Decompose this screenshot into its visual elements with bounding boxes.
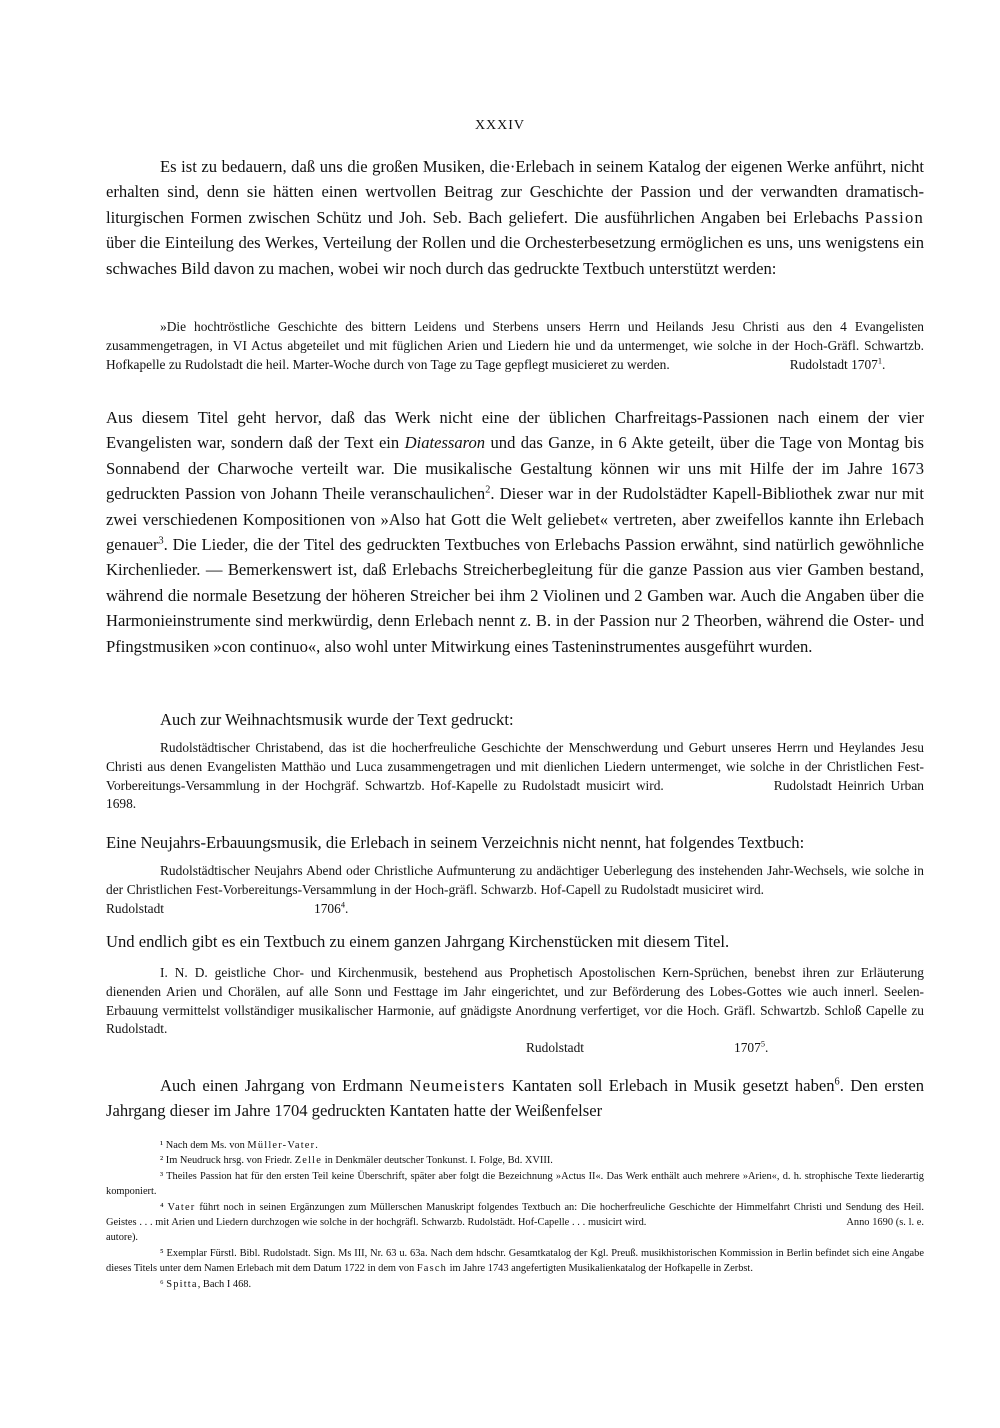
footnote-ref: 1 [877,356,883,366]
footnote-number: ¹ [160,1140,164,1151]
text-run: . Die Lieder, die der Titel des gedruckten Textbuches von Erlebachs Passion erwähnt, sind natürlich gewöhnliche Kirchenlieder. — Bemerkenswert ist, daß Erlebachs Streicherbegleitung für die ganze Passion aus vier Gamben bestand, während die normale Besetzung der höheren Streicher bei ihm 2 Violinen und 2 Gamben war. Auch die Angaben über die Harmonieinstrumente sind merkwürdig, denn Erlebach nennt z. B. in der Passion nur 2 Theorben, während die Oster- und Pfingstmusiken »con continuo«, also wohl unter Mitwirkung eines Tasteninstrumentes ausgeführt wurden. [106,535,924,656]
italic-term-diatessaron: Diatessaron [404,433,486,453]
footnote-4 [106,1200,924,1246]
quote-text: Rudolstädtischer Neujahrs Abend oder Christliche Aufmunterung zu andächtiger Ueberlegung des instehenden Jahr-Wechsels, wie solche in der Christlichen Fest-Vorbereitungs-Versammlung in der Hoch-gräfl. Schwarzb. Hof-Capell zu Rudolstadt musiciret wird. [106,863,924,897]
footnote-number: ³ [160,1170,164,1182]
footnote-text: führt noch in seinen Ergänzungen zum Müllerschen Manuskript folgendes Textbuch an: Die hocherfreuliche Geschichte der Himmelfahrt Christi und Sendung des Heil. Geistes . . . mit Arien und Liedern durchzogen wie solche in der hochgräfl. Schwarzb. Rudolstädt. Hof-Capelle . . . musicirt wird. [106,1201,924,1229]
footnote-6 [106,1277,924,1292]
footnote-text: Nach dem Ms. von [165,1140,248,1151]
footnote-number: ⁵ [160,1247,164,1259]
quote-imprint: Rudolstadt 1707 [789,356,878,372]
block-quote-christmas-title [106,739,924,814]
footnote-text: in Denkmäler deutscher Tonkunst. I. Folge, Bd. XVIII. [322,1155,553,1167]
paragraph-neumeister [106,1073,924,1124]
footnote-number: ⁴ [160,1201,164,1213]
block-quote-newyear-title: Rudolstädtischer Neujahrs Abend oder Christliche Aufmunterung zu andächtiger Ueberlegung des instehenden Jahr-Wechsels, wie solche in der Christlichen Fest-Vorbereitungs-Versammlung in der Hoch-gräfl. Schwarzb. Hof-Capell zu Rudolstadt musiciret wird.Rudolstadt 1706$^4$. [106,863,924,916]
footnote-text: Exemplar Fürstl. Bibl. Rudolstadt. Sign. Ms III, Nr. 63 u. 63a. Nach dem hdschr. Gesamtkatalog der Kgl. Preuß. musikhistorischen Kommission in Berlin befindet sich eine Angabe dieses Titels unter dem Namen Erlebach mit dem Datum 1722 in dem von [106,1247,924,1275]
footnotes [106,1138,924,1292]
footnote-2 [106,1153,924,1168]
text-run: . Den ersten Jahrgang dieser im Jahre 1704 gedruckten Kantaten hatte der Weißenfelser [106,1076,924,1121]
spaced-name-neumeister: Neumeisters [409,1076,506,1095]
footnote-3 [106,1169,924,1200]
footnote-text: . [315,1140,318,1151]
footnote-spaced-name: Spitta [166,1278,198,1290]
paragraph-newyear-intro: Eine Neujahrs-Erbauungsmusik, die Erlebach in seinem Verzeichnis nicht nennt, hat folgendes Textbuch: [106,833,805,852]
text-run: und das Ganze, in 6 Akte geteilt, über die Tage von Montag bis Sonnabend der Charwoche verteilt war. Die musikalische Gestaltung können wir uns mit Hilfe der im Jahre 1673 gedruckten Passion von Johann Theile veranschaulichen [106,433,924,504]
block-quote-passion-title: »Die hochtröstliche Geschichte des bittern Leidens und Sterbens unsers Herrn und Heilands Jesu Christi aus den 4 Evangelisten zusammengetragen, in VI Actus abgeteilet und mit füglichen Arien und Liedern hie und da untermenget, wie solche in der Hoch-Gräfl. Schwartzb. Hofkapelle zu Rudolstadt die heil. Marter-Woche durch von Tage zu Tage gepflegt musicieret zu werden. Rudolstadt 1707$^1$. [106,319,924,372]
text-run: über die Einteilung des Werkes, Verteilung der Rollen und die Orchesterbesetzung ermöglichen es uns, uns wenigstens ein schwaches Bild davon zu machen, wobei wir noch durch das gedruckte Textbuch unterstützt werden: [106,233,924,278]
quote-text: »Die hochtröstliche Geschichte des bittern Leidens und Sterbens unsers Herrn und Heilands Jesu Christi aus den 4 Evangelisten zusammengetragen, in VI Actus abgeteilet und mit füglichen Arien und Liedern hie und da untermenget, wie solche in der Hoch-Gräfl. Schwartzb. Hofkapelle zu Rudolstadt die heil. Marter-Woche durch von Tage zu Tage gepflegt musicieret zu werden. [106,319,924,372]
footnote-text: Anno 1690 (s. l. e. autore). [106,1217,925,1244]
page-number: XXXIV [474,118,526,133]
text-run: Auch einen Jahrgang von Erdmann [160,1076,410,1095]
footnote-text: Theiles Passion hat für den ersten Teil keine Überschrift, später aber folgt die Bezeichnung »Actus II«. Das Werk enthält auch mehrere »Arien«, d. h. strophische Texte liederartig komponiert. [106,1170,924,1198]
footnote-text: , Bach I 468. [197,1278,252,1290]
quote-imprint-place: Rudolstadt [106,900,165,916]
footnote-spaced-name: Fasch [416,1263,448,1275]
block-quote-jahrgang-title: I. N. D. geistliche Chor- und Kirchenmusik, bestehend aus Prophetisch Apostolischen Kern-Sprüchen, benebst ihren zur Erläuterung dienenden Arien und Chorälen, auf alle Sonn und Festtage im Jahr eingerichtet, und zur Beförderung des Lobes-Gottes wie auch innerl. Seelen-Erbauung vermittelst vollständiger musikalischer Harmonie, auf gnädigste Anordnung verfertiget, vor die Hoch. Gräfl. Schwartzb. Schloß Capelle zu Rudolstadt. Rudolstadt 1707$^5$. [106,965,924,1056]
quote-text: I. N. D. geistliche Chor- und Kirchenmusik, bestehend aus Prophetisch Apostolischen Kern-Sprüchen, benebst ihren zur Erläuterung dienenden Arien und Chorälen, auf alle Sonn und Festtage im Jahr eingerichtet, und zur Beförderung des Lobes-Gottes wie auch innerl. Seelen-Erbauung vermittelst vollständiger musikalischer Harmonie, auf gnädigste Anordnung verfertiget, vor die Hoch. Gräfl. Schwartzb. Schloß Capelle zu Rudolstadt. [106,965,924,1037]
quote-imprint: Rudolstadt Heinrich Urban 1698. [106,777,924,812]
footnote-ref: 2 [485,484,491,496]
footnote-text: Im Neudruck hrsg. von Friedr. [165,1155,295,1167]
quote-imprint-year: 1707 [734,1040,761,1056]
footnote-ref: 5 [760,1039,765,1049]
paragraph-passion-analysis [106,405,924,659]
footnote-number: ⁶ [160,1278,164,1290]
footnote-ref: 3 [158,535,164,547]
quote-text: Rudolstädtischer Christabend, das ist die hocherfreuliche Geschichte der Menschwerdung und Geburt unseres Herrn und Heylandes Jesu Christi aus denen Evangelisten Matthäo und Luca zusammengetragen und mit dienlichen Liedern untermenget, wie solche in der Christlichen Fest-Vorbereitungs-Versammlung in der Hochgräf. Schwartzb. Hof-Kapelle zu Rudolstadt musicirt wird. [106,740,924,793]
footnote-5 [106,1246,924,1277]
footnote-spaced-name: Vater [167,1201,196,1213]
footnote-1 [106,1138,924,1153]
footnote-spaced-name: Müller-Vater [247,1140,316,1151]
footnote-spaced-name: Zelle [294,1155,323,1167]
spaced-term-passion: Passion [864,207,924,227]
paragraph-passion-intro [106,154,924,281]
footnote-number: ² [160,1155,164,1167]
footnote-ref: 6 [834,1076,840,1088]
quote-imprint-year: 1706 [314,900,341,916]
text-run: Kantaten soll Erlebach in Musik gesetzt haben [505,1076,835,1095]
footnote-ref: 4 [340,900,345,910]
paragraph-jahrgang-intro: Und endlich gibt es ein Textbuch zu einem ganzen Jahrgang Kirchenstücken mit diesem Titel. [106,932,730,951]
quote-imprint-place: Rudolstadt [526,1040,585,1056]
text-run: Es ist zu bedauern, daß uns die großen Musiken, die·Erlebach in seinem Katalog der eigenen Werke anführt, nicht erhalten sind, denn sie hätten einen wertvollen Beitrag zur Geschichte der Passion und der verwandten dramatisch-liturgischen Formen zwischen Schütz und Joh. Seb. Bach geliefert. Die ausführlichen Angaben bei Erlebachs [106,157,924,227]
footnote-text: im Jahre 1743 angefertigten Musikalienkatalog der Hofkapelle in Zerbst. [447,1263,753,1275]
text-run: . Dieser war in der Rudolstädter Kapell-Bibliothek zwar nur mit zwei verschiedenen Kompositionen von »Also hat Gott die Welt geliebet« vertreten, aber zweifellos kannte ihn Erlebach genauer [106,484,924,555]
text-run: Aus diesem Titel geht hervor, daß das Werk nicht eine der üblichen Charfreitags-Passionen nach einem der vier Evangelisten war, sondern daß der Text ein [106,408,924,453]
paragraph-christmas-intro: Auch zur Weihnachtsmusik wurde der Text gedruckt: [160,710,514,729]
